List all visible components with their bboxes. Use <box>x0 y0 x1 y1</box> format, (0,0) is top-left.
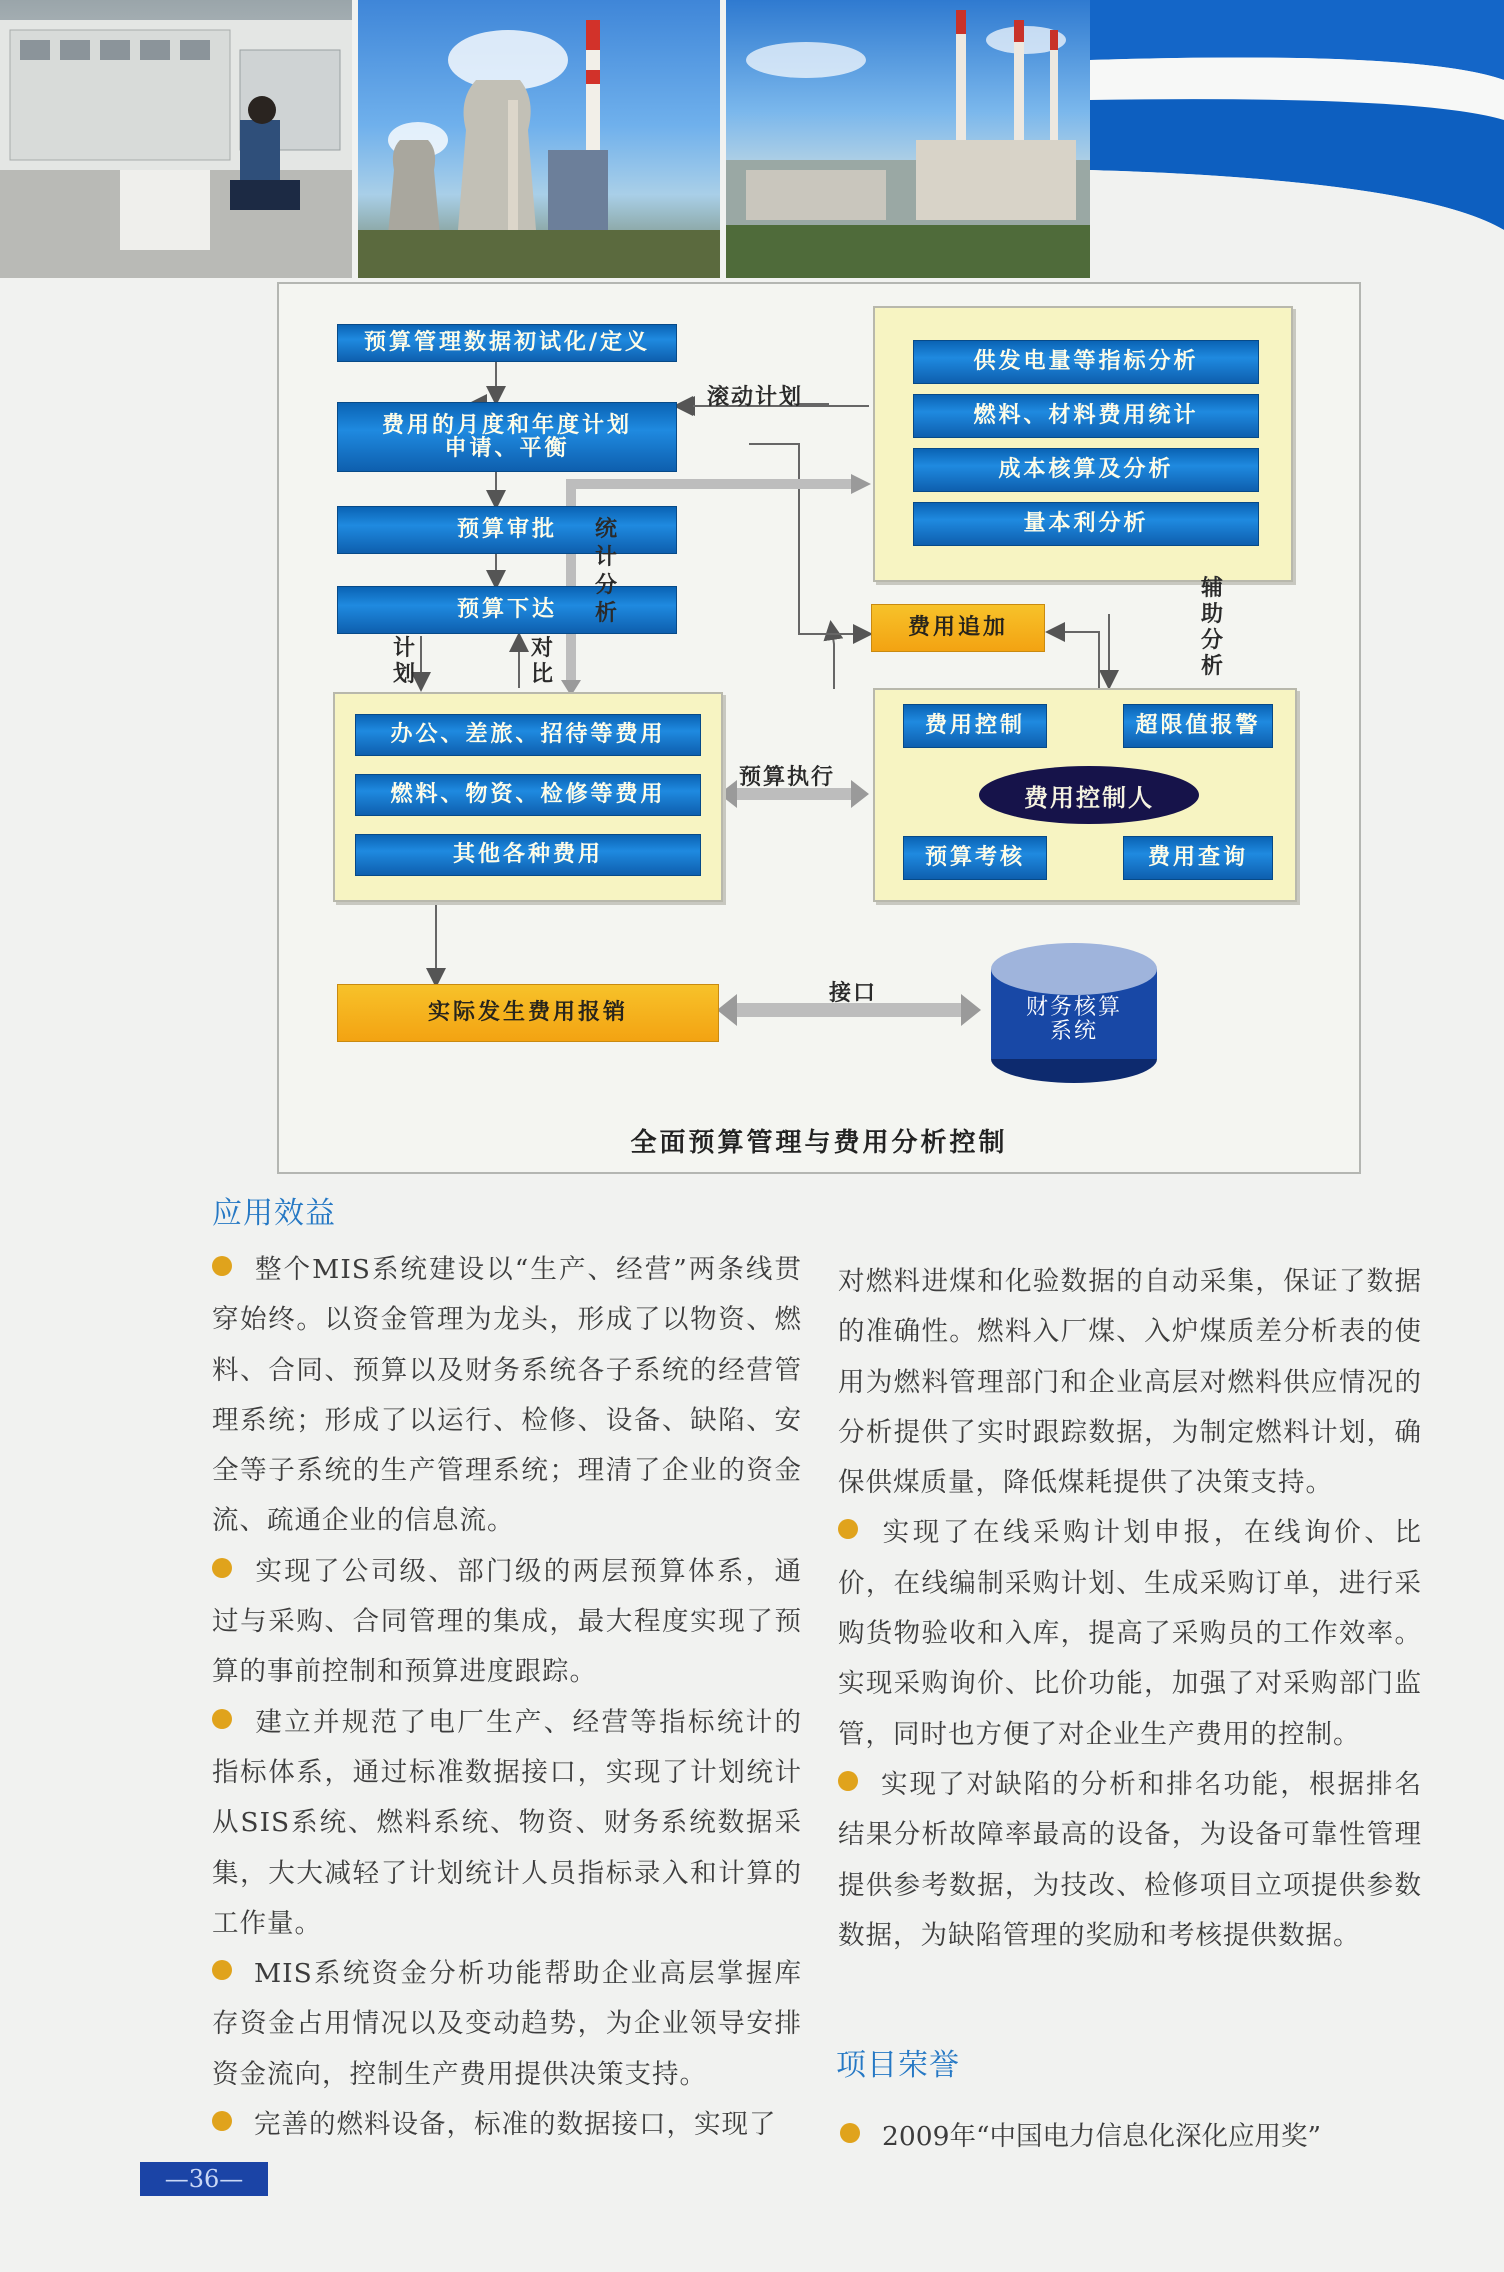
control-room-photo <box>0 0 352 278</box>
honors-heading: 项目荣誉 <box>836 2048 960 2083</box>
bullet-icon <box>212 1256 232 1276</box>
honor-item: 2009年“中国电力信息化深化应用奖” <box>840 2114 1321 2153</box>
header-blue-band <box>1090 0 1504 290</box>
budget-approval-step: 预算审批 <box>337 506 677 554</box>
additional-fee-box: 费用追加 <box>871 604 1045 652</box>
benefit-continuation: 对燃料进煤和化验数据的自动采集，保证了数据的准确性。燃料入厂煤、入炉煤质差分析表的使用为燃料管理部门和企业高层对燃料供应情况的分析提供了实时跟踪数据，为制定燃料计划，确保供煤质量，降低煤耗提供了决策支持。 <box>838 1266 1422 1499</box>
expense-type-other: 其他各种费用 <box>355 834 701 876</box>
budget-issue-step: 预算下达 <box>337 586 677 634</box>
power-plant-photo <box>726 0 1090 278</box>
finance-system-label: 财务核算 系统 <box>1025 995 1122 1044</box>
benefit-item: MIS系统资金分析功能帮助企业高层掌握库存资金占用情况以及变动趋势，为企业领导安排资金流向，控制生产费用提供决策支持。 <box>212 1958 802 2090</box>
benefit-item: 实现了对缺陷的分析和排名功能，根据排名结果分析故障率最高的设备，为设备可靠性管理提供参考数据，为技改、检修项目立项提供参数数据，为缺陷管理的奖励和考核提供数据。 <box>838 1768 1422 1951</box>
bullet-icon <box>838 1519 858 1539</box>
bullet-icon <box>840 2123 860 2143</box>
benefit-item: 实现了公司级、部门级的两层预算体系，通过与采购、合同管理的集成，最大程度实现了预算的事前控制和预算进度跟踪。 <box>212 1555 802 1688</box>
benefits-heading: 应用效益 <box>212 1196 336 1231</box>
budget-flow-diagram <box>277 282 1361 1174</box>
control-item-expense-control: 费用控制 <box>903 704 1047 748</box>
benefit-item: 建立并规范了电厂生产、经营等指标统计的指标体系，通过标准数据接口，实现了计划统计从SIS系统、燃料系统、物资、财务系统数据采集，大大减轻了计划统计人员指标录入和计算的工作量。 <box>212 1706 802 1939</box>
analysis-power-index: 供发电量等指标分析 <box>913 340 1259 384</box>
plan-label: 计划 <box>392 636 415 687</box>
expense-type-office: 办公、差旅、招待等费用 <box>355 714 701 756</box>
reimbursement-box: 实际发生费用报销 <box>337 984 719 1042</box>
benefit-item: 整个MIS系统建设以“生产、经营”两条线贯穿始终。以资金管理为龙头，形成了以物资、燃料、合同、预算以及财务系统各子系统的经营管理系统；形成了以运行、检修、设备、缺陷、安全等子系统的生产管理系统；理清了企业的资金流、疏通企业的信息流。 <box>212 1254 802 1537</box>
budget-init-step: 预算管理数据初试化/定义 <box>337 324 677 362</box>
analysis-volume-profit: 量本利分析 <box>913 502 1259 546</box>
control-item-budget-review: 预算考核 <box>903 836 1047 880</box>
compare-label: 对比 <box>530 636 553 687</box>
expense-control-box <box>873 688 1297 902</box>
aux-analysis-label: 辅助分析 <box>1200 576 1223 679</box>
stat-analysis-label: 统计分析 <box>594 517 617 626</box>
bullet-icon <box>212 1960 232 1980</box>
cooling-towers-photo <box>358 0 720 278</box>
diagram-title: 全面预算管理与费用分析控制 <box>630 1128 1008 1158</box>
analysis-box <box>873 306 1293 582</box>
bullet-icon <box>838 1771 858 1791</box>
budget-execution-label: 预算执行 <box>739 765 836 790</box>
control-item-expense-query: 费用查询 <box>1123 836 1273 880</box>
expense-types-box <box>333 692 723 902</box>
benefits-right-column <box>838 1257 1422 1961</box>
bullet-icon <box>212 1709 232 1729</box>
analysis-fuel-cost: 燃料、材料费用统计 <box>913 394 1259 438</box>
interface-label: 接口 <box>829 981 878 1006</box>
bullet-icon <box>212 1558 232 1578</box>
benefits-left-column <box>212 1245 802 2150</box>
expense-controller-oval: 费用控制人 <box>979 766 1199 824</box>
control-item-over-limit-alarm: 超限值报警 <box>1123 704 1273 748</box>
rolling-plan-label: 滚动计划 <box>707 385 804 410</box>
monthly-annual-plan-step: 费用的月度和年度计划 申请、平衡 <box>337 402 677 472</box>
analysis-cost-accounting: 成本核算及分析 <box>913 448 1259 492</box>
page-number: —36— <box>140 2162 268 2196</box>
benefit-item: 实现了在线采购计划申报，在线询价、比价，在线编制采购计划、生成采购订单，进行采购货物验收和入库，提高了采购员的工作效率。实现采购询价、比价功能，加强了对采购部门监管，同时也方便了对企业生产费用的控制。 <box>838 1517 1422 1750</box>
expense-type-fuel: 燃料、物资、检修等费用 <box>355 774 701 816</box>
benefit-item: 完善的燃料设备，标准的数据接口，实现了 <box>212 2100 802 2150</box>
bullet-icon <box>212 2111 232 2131</box>
